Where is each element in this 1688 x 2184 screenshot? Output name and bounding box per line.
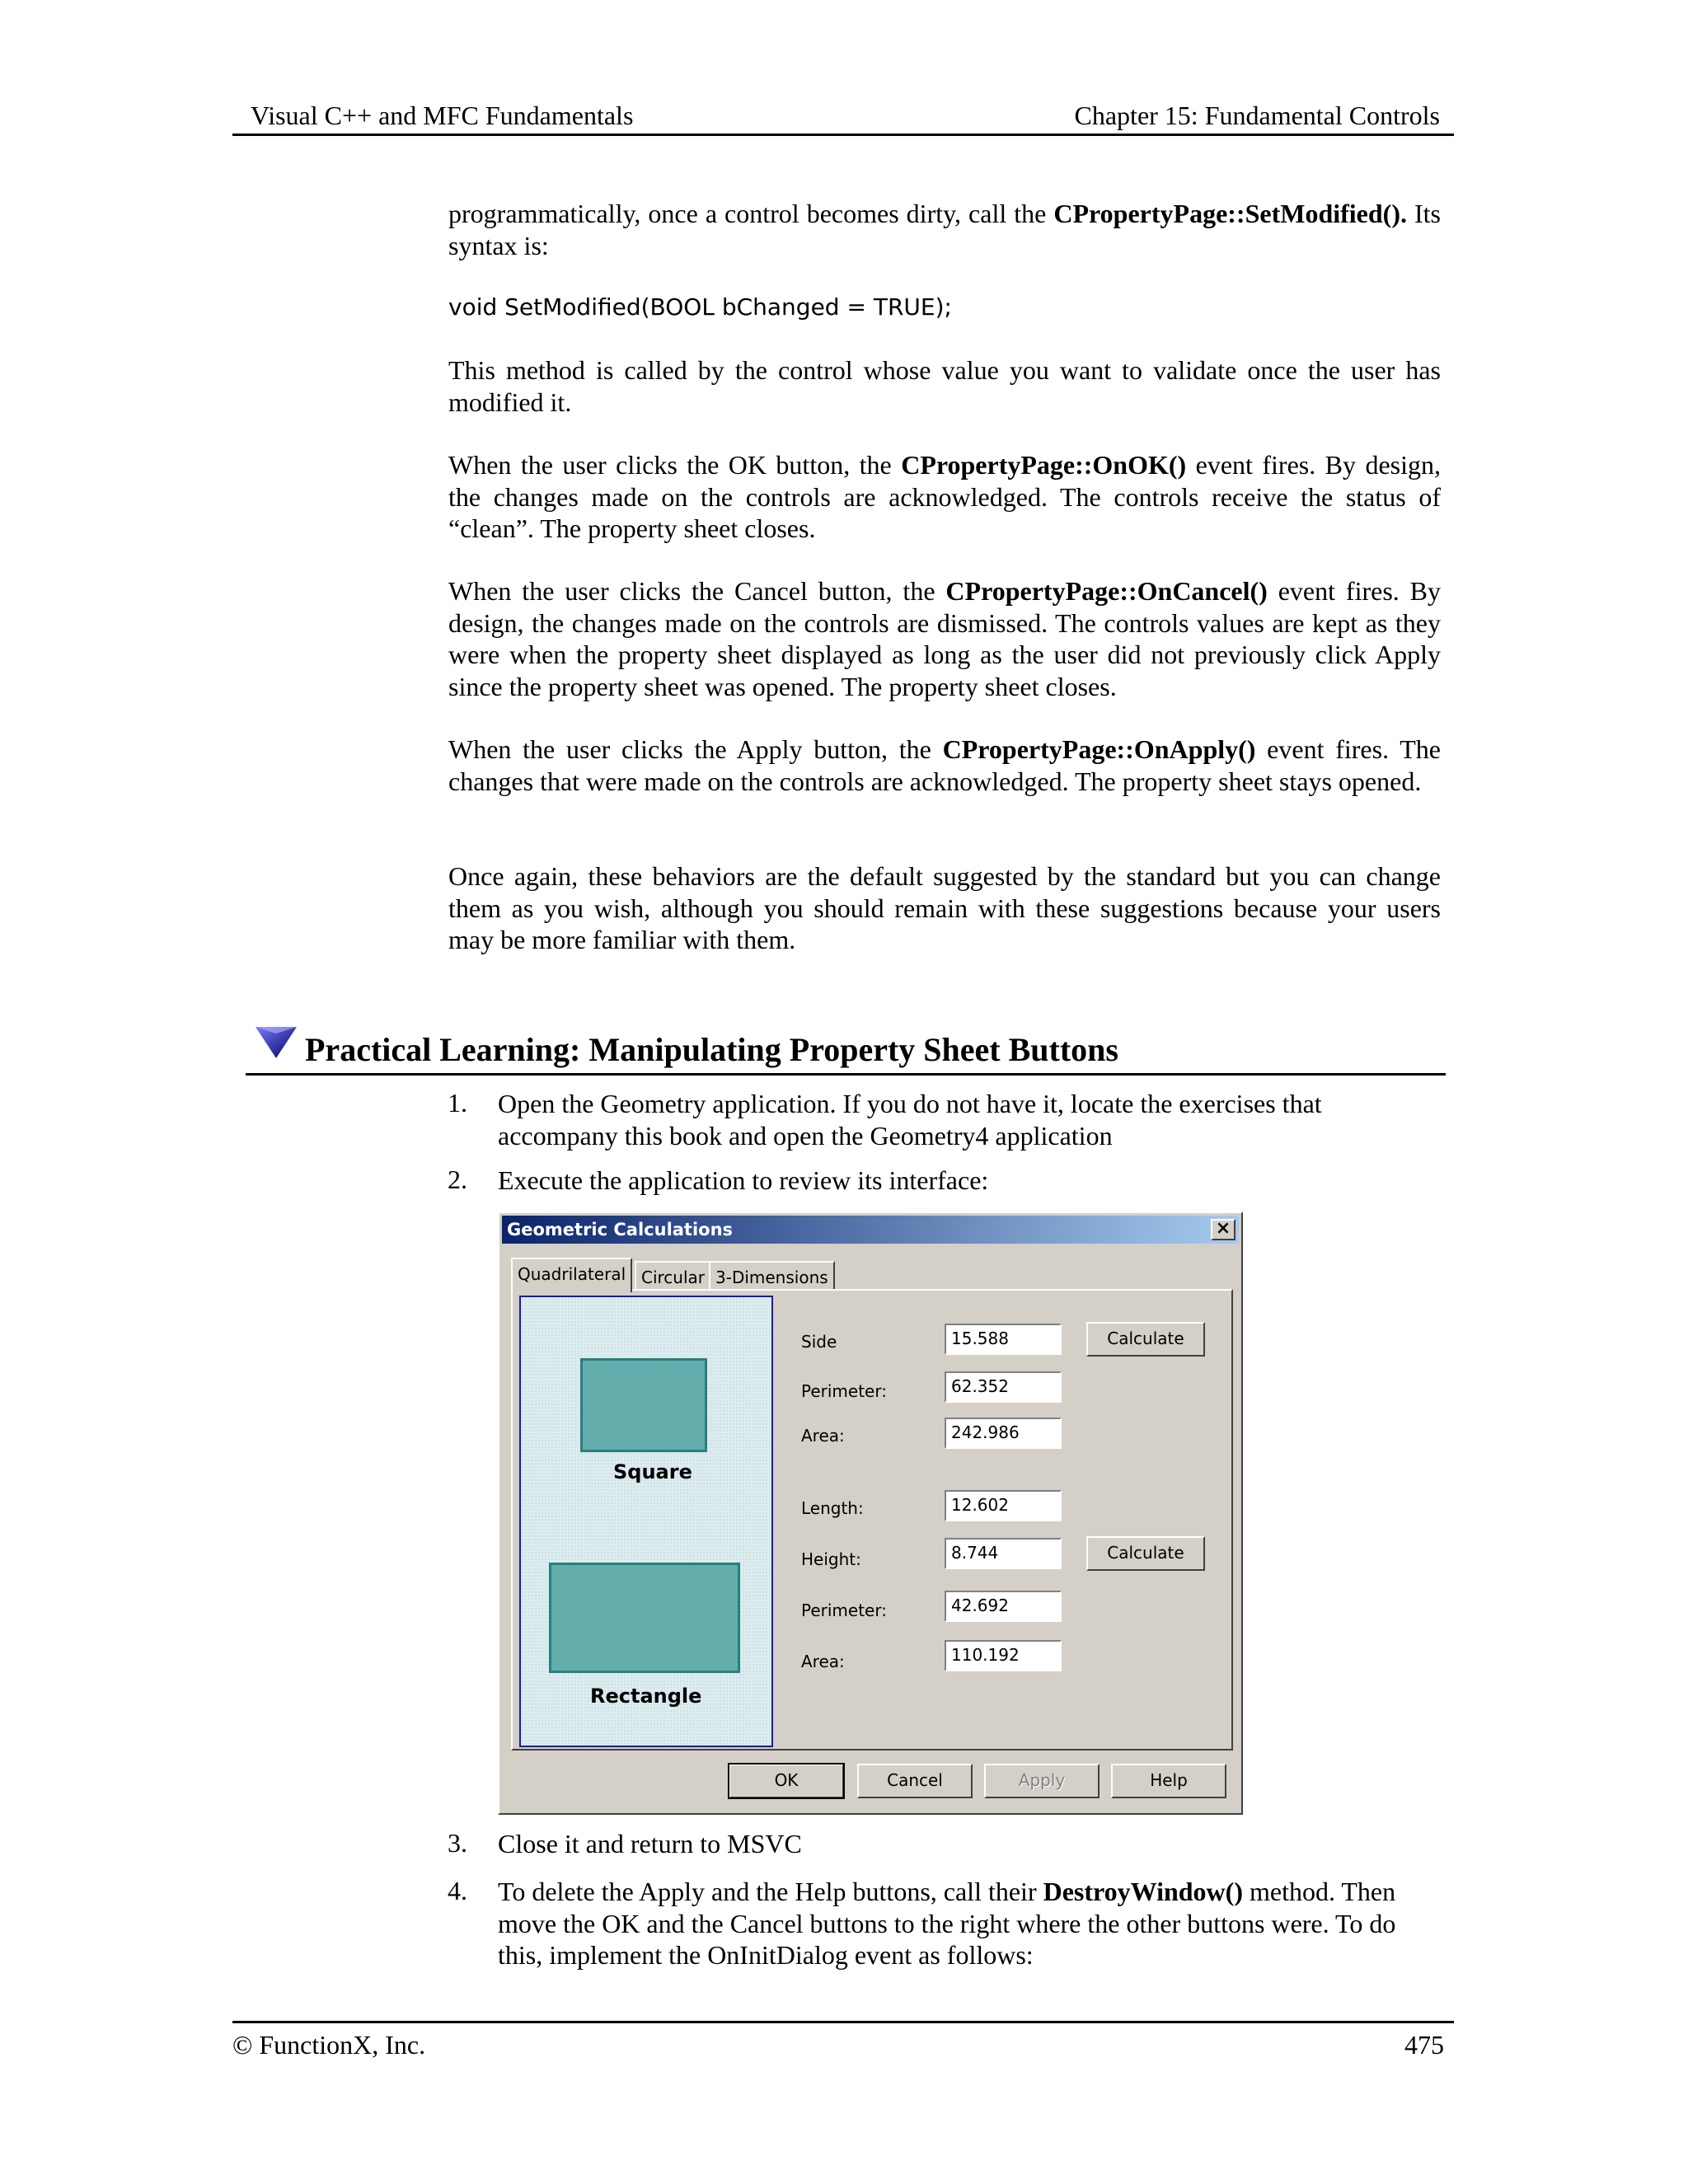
square-perimeter-label: Perimeter:: [801, 1381, 887, 1401]
square-shape: [580, 1358, 707, 1452]
practical-learning-heading: [246, 1022, 1446, 1076]
page-number: 475: [1404, 2030, 1444, 2060]
tab-quadrilateral[interactable]: Quadrilateral: [511, 1258, 632, 1292]
para4-text: When the user clicks the Apply button, the: [448, 734, 943, 764]
step-text: [498, 1876, 1446, 1971]
setmodified-method: CPropertyPage::SetModified().: [1053, 199, 1407, 228]
side-field[interactable]: 15.588: [945, 1324, 1062, 1355]
page-footer: [232, 2021, 1454, 2060]
step4-text: To delete the Apply and the Help buttons, call their: [498, 1877, 1043, 1906]
header-book-title: Visual C++ and MFC Fundamentals: [251, 101, 634, 130]
calculate-label: Calculate: [1107, 1329, 1184, 1348]
square-perimeter-field[interactable]: 62.352: [945, 1371, 1062, 1403]
page-header: [232, 97, 1454, 136]
para0-text: programmatically, once a control becomes dirty, call the: [448, 199, 1054, 228]
dialog-titlebar[interactable]: [502, 1216, 1239, 1244]
onok-method: CPropertyPage::OnOK(): [901, 450, 1187, 480]
step-number: 1.: [448, 1088, 467, 1118]
paragraph-onapply: [448, 733, 1441, 797]
step-number: 2.: [448, 1165, 467, 1194]
step-text: Close it and return to MSVC: [498, 1829, 802, 1858]
code-syntax: void SetModified(BOOL bChanged = TRUE);: [448, 293, 952, 321]
height-label: Height:: [801, 1549, 861, 1569]
height-field[interactable]: 8.744: [945, 1538, 1062, 1569]
shape-preview-panel: [519, 1296, 773, 1747]
length-field[interactable]: 12.602: [945, 1490, 1062, 1521]
para3-text-end: event fires. By design, the changes made on the controls are dismissed. The controls values are kept as they were when the property sheet displayed as long as the user did not previously click Apply since the property sheet was opened. The property sheet closes.: [448, 576, 1442, 701]
square-area-label: Area:: [801, 1426, 845, 1446]
length-label: Length:: [801, 1498, 864, 1518]
step4-text-end: method. Then move the OK and the Cancel buttons to the right where the other buttons were. To do this, implement the OnInitDialog event as follows:: [498, 1877, 1396, 1970]
help-button[interactable]: [1111, 1764, 1226, 1798]
rectangle-area-label: Area:: [801, 1652, 845, 1671]
oncancel-method: CPropertyPage::OnCancel(): [945, 576, 1268, 606]
para0-text-end: Its syntax is:: [448, 199, 1442, 260]
copyright: © FunctionX, Inc.: [232, 2030, 426, 2060]
para4-text-end: event fires. The changes that were made on the controls are acknowledged. The property sheet stays opened.: [448, 734, 1442, 796]
rectangle-shape: [549, 1563, 740, 1673]
rectangle-perimeter-label: Perimeter:: [801, 1601, 887, 1620]
section-title: Practical Learning: Manipulating Property Sheet Buttons: [305, 1031, 1118, 1068]
close-icon[interactable]: ×: [1211, 1219, 1236, 1240]
geometric-calculations-dialog: [498, 1212, 1243, 1815]
paragraph-oncancel: [448, 575, 1441, 702]
step-text: Execute the application to review its interface:: [498, 1165, 989, 1195]
header-chapter-title: Chapter 15: Fundamental Controls: [1074, 101, 1440, 130]
cancel-label: Cancel: [887, 1770, 943, 1790]
paragraph-defaults: Once again, these behaviors are the default suggested by the standard but you can change them as you wish, although you should remain with these suggestions because your users may be more familiar with them.: [448, 861, 1441, 954]
calculate-rectangle-button[interactable]: [1086, 1536, 1205, 1571]
paragraph-validate: This method is called by the control whose value you want to validate once the user has modified it.: [448, 355, 1441, 417]
rectangle-area-field[interactable]: 110.192: [945, 1640, 1062, 1671]
ok-label: OK: [774, 1770, 799, 1790]
tab-circular[interactable]: Circular: [635, 1261, 711, 1291]
para2-text-end: event fires. By design, the changes made on the controls are acknowledged. The controls receive the status of “clean”. The property sheet closes.: [448, 450, 1442, 543]
dialog-title: Geometric Calculations: [507, 1220, 734, 1240]
help-label: Help: [1150, 1770, 1188, 1790]
step-number: 4.: [448, 1876, 467, 1905]
apply-button[interactable]: [984, 1764, 1100, 1798]
side-label: Side: [801, 1332, 837, 1352]
apply-label: Apply: [1018, 1770, 1066, 1790]
rectangle-perimeter-field[interactable]: 42.692: [945, 1591, 1062, 1622]
calculate-label: Calculate: [1107, 1543, 1184, 1563]
ok-button[interactable]: [729, 1764, 844, 1798]
calculate-square-button[interactable]: [1086, 1322, 1205, 1357]
square-label: Square: [613, 1460, 692, 1483]
para2-text: When the user clicks the OK button, the: [448, 450, 902, 480]
destroywindow-method: DestroyWindow(): [1043, 1877, 1243, 1906]
para3-text: When the user clicks the Cancel button, the: [448, 576, 946, 606]
paragraph-onok: [448, 449, 1441, 545]
tab-3-dimensions[interactable]: 3-Dimensions: [709, 1261, 835, 1291]
onapply-method: CPropertyPage::OnApply(): [942, 734, 1256, 764]
square-area-field[interactable]: 242.986: [945, 1418, 1062, 1449]
step-number: 3.: [448, 1828, 467, 1858]
cancel-button[interactable]: [857, 1764, 973, 1798]
rectangle-label: Rectangle: [590, 1685, 702, 1708]
step-text: Open the Geometry application. If you do not have it, locate the exercises that accompany this book and open the Geometry4 application: [498, 1089, 1322, 1151]
practical-learning-arrow-icon: [254, 1022, 300, 1062]
paragraph-setmodified: [448, 198, 1441, 261]
